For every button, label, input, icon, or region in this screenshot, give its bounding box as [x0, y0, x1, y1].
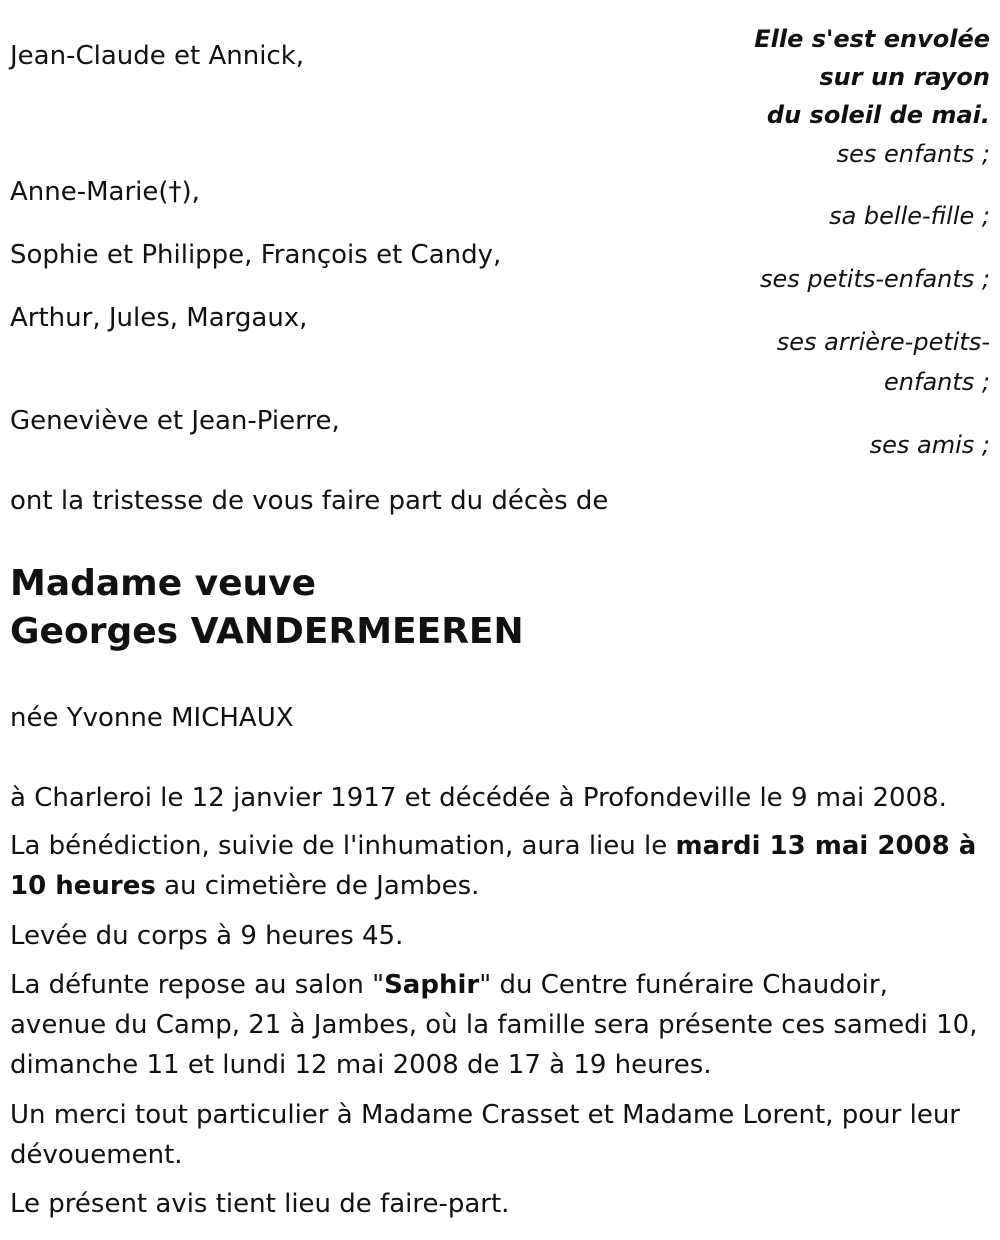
- ceremony-text: [10, 826, 990, 906]
- family-names-children: Jean-Claude et Annick,: [10, 41, 305, 71]
- salon-text-pre: La défunte repose au salon ": [10, 970, 385, 1000]
- salon-name: Saphir: [384, 970, 480, 1000]
- announcement-text: ont la tristesse de vous faire part du décès de: [10, 486, 609, 516]
- thanks-text: Un merci tout particulier à Madame Crasset et Madame Lorent, pour leur dévouement.: [10, 1100, 960, 1170]
- family-role-friends: ses amis ;: [869, 431, 990, 459]
- birth-death-text: à Charleroi le 12 janvier 1917 et décédée à Profondeville le 9 mai 2008.: [10, 783, 947, 813]
- deceased-name: [10, 560, 524, 656]
- closing-text: Le présent avis tient lieu de faire-part.: [10, 1189, 510, 1219]
- motto: [754, 20, 990, 134]
- family-role-children: ses enfants ;: [836, 140, 990, 168]
- ceremony-text-post: au cimetière de Jambes.: [155, 871, 480, 901]
- motto-line-1: Elle s'est envolée: [754, 25, 990, 53]
- family-names-daughter-in-law: Anne-Marie(†),: [10, 177, 200, 207]
- family-names-great-grandchildren: Arthur, Jules, Margaux,: [10, 303, 308, 333]
- maiden-name: née Yvonne MICHAUX: [10, 703, 294, 733]
- motto-line-3: du soleil de mai.: [766, 101, 990, 129]
- motto-line-2: sur un rayon: [819, 63, 990, 91]
- family-role-great-grandchildren-line-1: ses arrière-petits-: [776, 328, 990, 356]
- deceased-name-line-2: Georges VANDERMEEREN: [10, 611, 524, 652]
- family-names-friends: Geneviève et Jean-Pierre,: [10, 406, 340, 436]
- family-role-grandchildren: ses petits-enfants ;: [759, 265, 990, 293]
- family-role-great-grandchildren-line-2: enfants ;: [884, 368, 990, 396]
- ceremony-text-pre: La bénédiction, suivie de l'inhumation, aura lieu le: [10, 831, 676, 861]
- salon-text-post: " du Centre funéraire Chaudoir, avenue du Camp, 21 à Jambes, où la famille sera présente ces samedi 10, dimanche 11 et lundi 12 mai 2008 de 17 à 19 heures.: [10, 970, 978, 1080]
- ceremony-date-time: mardi 13 mai 2008 à 10 heures: [10, 831, 977, 901]
- levee-text: Levée du corps à 9 heures 45.: [10, 921, 404, 951]
- family-role-daughter-in-law: sa belle-fille ;: [829, 202, 990, 230]
- salon-text: [10, 965, 990, 1085]
- family-names-grandchildren: Sophie et Philippe, François et Candy,: [10, 240, 502, 270]
- deceased-name-line-1: Madame veuve: [10, 563, 317, 604]
